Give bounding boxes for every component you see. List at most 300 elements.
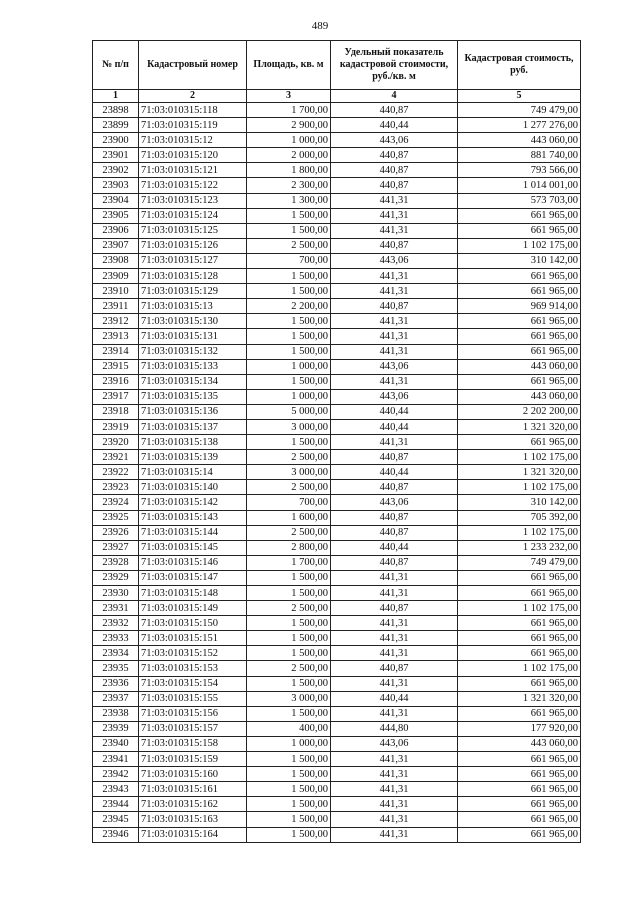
cadastral-value-cell: 661 965,00 bbox=[458, 314, 581, 329]
area-cell: 1 500,00 bbox=[247, 269, 331, 284]
area-cell: 1 500,00 bbox=[247, 374, 331, 389]
unit-value-cell: 440,87 bbox=[331, 601, 458, 616]
row-index-cell: 23946 bbox=[93, 827, 139, 842]
row-index-cell: 23927 bbox=[93, 540, 139, 555]
unit-value-cell: 440,44 bbox=[331, 691, 458, 706]
table-row bbox=[93, 148, 581, 163]
cadastral-number-cell: 71:03:010315:152 bbox=[139, 646, 247, 661]
row-index-cell: 23924 bbox=[93, 495, 139, 510]
row-index-cell: 23941 bbox=[93, 752, 139, 767]
unit-value-cell: 443,06 bbox=[331, 359, 458, 374]
table-row bbox=[93, 601, 581, 616]
cadastral-value-cell: 749 479,00 bbox=[458, 103, 581, 118]
header-cadastral-number: Кадастровый номер bbox=[139, 41, 247, 90]
cadastral-number-cell: 71:03:010315:151 bbox=[139, 631, 247, 646]
unit-value-cell: 441,31 bbox=[331, 616, 458, 631]
row-index-cell: 23900 bbox=[93, 133, 139, 148]
cadastral-value-cell: 661 965,00 bbox=[458, 631, 581, 646]
unit-value-cell: 440,44 bbox=[331, 540, 458, 555]
unit-value-cell: 443,06 bbox=[331, 389, 458, 404]
cadastral-value-cell: 310 142,00 bbox=[458, 253, 581, 268]
table-row bbox=[93, 133, 581, 148]
cadastral-number-cell: 71:03:010315:139 bbox=[139, 450, 247, 465]
unit-value-cell: 441,31 bbox=[331, 706, 458, 721]
cadastral-value-cell: 1 102 175,00 bbox=[458, 661, 581, 676]
cadastral-value-cell: 969 914,00 bbox=[458, 299, 581, 314]
table-row bbox=[93, 269, 581, 284]
cadastral-number-cell: 71:03:010315:154 bbox=[139, 676, 247, 691]
area-cell: 2 200,00 bbox=[247, 299, 331, 314]
cadastral-number-cell: 71:03:010315:13 bbox=[139, 299, 247, 314]
cadastral-number-cell: 71:03:010315:133 bbox=[139, 359, 247, 374]
cadastral-number-cell: 71:03:010315:160 bbox=[139, 767, 247, 782]
area-cell: 1 500,00 bbox=[247, 344, 331, 359]
table-row bbox=[93, 661, 581, 676]
cadastral-number-cell: 71:03:010315:132 bbox=[139, 344, 247, 359]
cadastral-number-cell: 71:03:010315:163 bbox=[139, 812, 247, 827]
area-cell: 1 500,00 bbox=[247, 631, 331, 646]
row-index-cell: 23903 bbox=[93, 178, 139, 193]
cadastral-value-cell: 1 014 001,00 bbox=[458, 178, 581, 193]
cadastral-value-cell: 661 965,00 bbox=[458, 570, 581, 585]
cadastral-number-cell: 71:03:010315:161 bbox=[139, 782, 247, 797]
cadastral-number-cell: 71:03:010315:134 bbox=[139, 374, 247, 389]
unit-value-cell: 440,87 bbox=[331, 510, 458, 525]
area-cell: 1 000,00 bbox=[247, 389, 331, 404]
table-row bbox=[93, 676, 581, 691]
column-number: 1 bbox=[93, 90, 139, 103]
cadastral-number-cell: 71:03:010315:157 bbox=[139, 721, 247, 736]
cadastral-value-cell: 1 102 175,00 bbox=[458, 480, 581, 495]
area-cell: 2 500,00 bbox=[247, 601, 331, 616]
cadastral-value-cell: 310 142,00 bbox=[458, 495, 581, 510]
unit-value-cell: 441,31 bbox=[331, 797, 458, 812]
row-index-cell: 23907 bbox=[93, 238, 139, 253]
cadastral-value-cell: 661 965,00 bbox=[458, 435, 581, 450]
row-index-cell: 23931 bbox=[93, 601, 139, 616]
cadastral-value-cell: 661 965,00 bbox=[458, 812, 581, 827]
table-row bbox=[93, 616, 581, 631]
row-index-cell: 23925 bbox=[93, 510, 139, 525]
column-number: 3 bbox=[247, 90, 331, 103]
unit-value-cell: 441,31 bbox=[331, 329, 458, 344]
cadastral-value-cell: 661 965,00 bbox=[458, 223, 581, 238]
area-cell: 1 500,00 bbox=[247, 676, 331, 691]
unit-value-cell: 440,87 bbox=[331, 238, 458, 253]
area-cell: 1 500,00 bbox=[247, 314, 331, 329]
table-row bbox=[93, 329, 581, 344]
cadastral-number-cell: 71:03:010315:144 bbox=[139, 525, 247, 540]
table-row bbox=[93, 510, 581, 525]
cadastral-value-cell: 1 277 276,00 bbox=[458, 118, 581, 133]
area-cell: 2 500,00 bbox=[247, 661, 331, 676]
cadastral-value-cell: 1 102 175,00 bbox=[458, 525, 581, 540]
cadastral-number-cell: 71:03:010315:149 bbox=[139, 601, 247, 616]
unit-value-cell: 441,31 bbox=[331, 284, 458, 299]
cadastral-value-cell: 705 392,00 bbox=[458, 510, 581, 525]
row-index-cell: 23922 bbox=[93, 465, 139, 480]
unit-value-cell: 441,31 bbox=[331, 269, 458, 284]
table-row bbox=[93, 586, 581, 601]
cadastral-number-cell: 71:03:010315:135 bbox=[139, 389, 247, 404]
header-index: № п/п bbox=[93, 41, 139, 90]
unit-value-cell: 443,06 bbox=[331, 253, 458, 268]
unit-value-cell: 441,31 bbox=[331, 752, 458, 767]
area-cell: 1 700,00 bbox=[247, 555, 331, 570]
table-row bbox=[93, 706, 581, 721]
cadastral-value-cell: 749 479,00 bbox=[458, 555, 581, 570]
row-index-cell: 23929 bbox=[93, 570, 139, 585]
cadastral-number-cell: 71:03:010315:147 bbox=[139, 570, 247, 585]
cadastral-number-cell: 71:03:010315:145 bbox=[139, 540, 247, 555]
cadastral-table bbox=[92, 40, 581, 843]
area-cell: 1 500,00 bbox=[247, 223, 331, 238]
unit-value-cell: 440,87 bbox=[331, 555, 458, 570]
unit-value-cell: 441,31 bbox=[331, 193, 458, 208]
cadastral-value-cell: 793 566,00 bbox=[458, 163, 581, 178]
table-row bbox=[93, 238, 581, 253]
row-index-cell: 23905 bbox=[93, 208, 139, 223]
unit-value-cell: 441,31 bbox=[331, 374, 458, 389]
area-cell: 1 500,00 bbox=[247, 586, 331, 601]
row-index-cell: 23918 bbox=[93, 404, 139, 419]
table-row bbox=[93, 555, 581, 570]
cadastral-value-cell: 661 965,00 bbox=[458, 676, 581, 691]
cadastral-number-cell: 71:03:010315:126 bbox=[139, 238, 247, 253]
table-row bbox=[93, 495, 581, 510]
unit-value-cell: 441,31 bbox=[331, 435, 458, 450]
area-cell: 1 000,00 bbox=[247, 736, 331, 751]
cadastral-number-cell: 71:03:010315:118 bbox=[139, 103, 247, 118]
area-cell: 1 500,00 bbox=[247, 435, 331, 450]
row-index-cell: 23930 bbox=[93, 586, 139, 601]
cadastral-number-cell: 71:03:010315:121 bbox=[139, 163, 247, 178]
table-row bbox=[93, 103, 581, 118]
area-cell: 1 500,00 bbox=[247, 646, 331, 661]
table-row bbox=[93, 797, 581, 812]
row-index-cell: 23935 bbox=[93, 661, 139, 676]
cadastral-number-cell: 71:03:010315:14 bbox=[139, 465, 247, 480]
row-index-cell: 23906 bbox=[93, 223, 139, 238]
row-index-cell: 23938 bbox=[93, 706, 139, 721]
cadastral-value-cell: 661 965,00 bbox=[458, 344, 581, 359]
area-cell: 1 500,00 bbox=[247, 616, 331, 631]
cadastral-number-cell: 71:03:010315:150 bbox=[139, 616, 247, 631]
area-cell: 1 500,00 bbox=[247, 329, 331, 344]
row-index-cell: 23933 bbox=[93, 631, 139, 646]
cadastral-number-cell: 71:03:010315:120 bbox=[139, 148, 247, 163]
cadastral-number-cell: 71:03:010315:138 bbox=[139, 435, 247, 450]
unit-value-cell: 440,44 bbox=[331, 465, 458, 480]
cadastral-value-cell: 661 965,00 bbox=[458, 797, 581, 812]
unit-value-cell: 440,87 bbox=[331, 525, 458, 540]
area-cell: 1 500,00 bbox=[247, 812, 331, 827]
cadastral-value-cell: 661 965,00 bbox=[458, 616, 581, 631]
cadastral-number-cell: 71:03:010315:125 bbox=[139, 223, 247, 238]
unit-value-cell: 441,31 bbox=[331, 344, 458, 359]
unit-value-cell: 441,31 bbox=[331, 827, 458, 842]
cadastral-value-cell: 443 060,00 bbox=[458, 359, 581, 374]
area-cell: 400,00 bbox=[247, 721, 331, 736]
table-row bbox=[93, 389, 581, 404]
table-row bbox=[93, 767, 581, 782]
cadastral-value-cell: 443 060,00 bbox=[458, 389, 581, 404]
table-row bbox=[93, 752, 581, 767]
area-cell: 2 000,00 bbox=[247, 148, 331, 163]
cadastral-value-cell: 1 321 320,00 bbox=[458, 419, 581, 434]
unit-value-cell: 440,87 bbox=[331, 163, 458, 178]
table-row bbox=[93, 284, 581, 299]
cadastral-value-cell: 661 965,00 bbox=[458, 706, 581, 721]
table-row bbox=[93, 435, 581, 450]
table-row bbox=[93, 450, 581, 465]
table-row bbox=[93, 299, 581, 314]
table-body bbox=[93, 103, 581, 843]
cadastral-number-cell: 71:03:010315:129 bbox=[139, 284, 247, 299]
cadastral-number-cell: 71:03:010315:137 bbox=[139, 419, 247, 434]
unit-value-cell: 441,31 bbox=[331, 631, 458, 646]
cadastral-number-cell: 71:03:010315:119 bbox=[139, 118, 247, 133]
row-index-cell: 23901 bbox=[93, 148, 139, 163]
column-number: 5 bbox=[458, 90, 581, 103]
row-index-cell: 23916 bbox=[93, 374, 139, 389]
table-row bbox=[93, 419, 581, 434]
cadastral-number-cell: 71:03:010315:136 bbox=[139, 404, 247, 419]
cadastral-value-cell: 443 060,00 bbox=[458, 736, 581, 751]
unit-value-cell: 443,06 bbox=[331, 495, 458, 510]
table-row bbox=[93, 404, 581, 419]
cadastral-value-cell: 661 965,00 bbox=[458, 827, 581, 842]
area-cell: 2 500,00 bbox=[247, 238, 331, 253]
row-index-cell: 23913 bbox=[93, 329, 139, 344]
row-index-cell: 23943 bbox=[93, 782, 139, 797]
cadastral-number-cell: 71:03:010315:124 bbox=[139, 208, 247, 223]
table-row bbox=[93, 782, 581, 797]
table-row bbox=[93, 208, 581, 223]
unit-value-cell: 441,31 bbox=[331, 782, 458, 797]
unit-value-cell: 441,31 bbox=[331, 646, 458, 661]
table-row bbox=[93, 193, 581, 208]
unit-value-cell: 440,87 bbox=[331, 103, 458, 118]
row-index-cell: 23944 bbox=[93, 797, 139, 812]
row-index-cell: 23909 bbox=[93, 269, 139, 284]
row-index-cell: 23926 bbox=[93, 525, 139, 540]
unit-value-cell: 443,06 bbox=[331, 133, 458, 148]
row-index-cell: 23898 bbox=[93, 103, 139, 118]
row-index-cell: 23910 bbox=[93, 284, 139, 299]
area-cell: 2 500,00 bbox=[247, 525, 331, 540]
header-area: Площадь, кв. м bbox=[247, 41, 331, 90]
table-row bbox=[93, 253, 581, 268]
table-row bbox=[93, 736, 581, 751]
row-index-cell: 23942 bbox=[93, 767, 139, 782]
cadastral-number-cell: 71:03:010315:140 bbox=[139, 480, 247, 495]
row-index-cell: 23899 bbox=[93, 118, 139, 133]
row-index-cell: 23939 bbox=[93, 721, 139, 736]
cadastral-value-cell: 1 102 175,00 bbox=[458, 238, 581, 253]
table-row bbox=[93, 812, 581, 827]
area-cell: 3 000,00 bbox=[247, 419, 331, 434]
cadastral-value-cell: 661 965,00 bbox=[458, 374, 581, 389]
table-row bbox=[93, 525, 581, 540]
cadastral-number-cell: 71:03:010315:158 bbox=[139, 736, 247, 751]
table-row bbox=[93, 631, 581, 646]
area-cell: 1 600,00 bbox=[247, 510, 331, 525]
row-index-cell: 23919 bbox=[93, 419, 139, 434]
row-index-cell: 23912 bbox=[93, 314, 139, 329]
table-row bbox=[93, 163, 581, 178]
unit-value-cell: 443,06 bbox=[331, 736, 458, 751]
table-row bbox=[93, 118, 581, 133]
table-row bbox=[93, 570, 581, 585]
column-number-row bbox=[93, 90, 581, 103]
unit-value-cell: 440,87 bbox=[331, 450, 458, 465]
area-cell: 1 500,00 bbox=[247, 767, 331, 782]
cadastral-value-cell: 443 060,00 bbox=[458, 133, 581, 148]
unit-value-cell: 441,31 bbox=[331, 314, 458, 329]
cadastral-value-cell: 1 321 320,00 bbox=[458, 691, 581, 706]
cadastral-value-cell: 661 965,00 bbox=[458, 782, 581, 797]
area-cell: 1 500,00 bbox=[247, 827, 331, 842]
cadastral-value-cell: 881 740,00 bbox=[458, 148, 581, 163]
unit-value-cell: 440,44 bbox=[331, 404, 458, 419]
cadastral-number-cell: 71:03:010315:130 bbox=[139, 314, 247, 329]
cadastral-number-cell: 71:03:010315:155 bbox=[139, 691, 247, 706]
cadastral-value-cell: 2 202 200,00 bbox=[458, 404, 581, 419]
table-row bbox=[93, 540, 581, 555]
row-index-cell: 23936 bbox=[93, 676, 139, 691]
area-cell: 1 500,00 bbox=[247, 208, 331, 223]
area-cell: 3 000,00 bbox=[247, 465, 331, 480]
cadastral-number-cell: 71:03:010315:162 bbox=[139, 797, 247, 812]
table-row bbox=[93, 359, 581, 374]
table-row bbox=[93, 691, 581, 706]
area-cell: 1 500,00 bbox=[247, 570, 331, 585]
column-number: 4 bbox=[331, 90, 458, 103]
area-cell: 5 000,00 bbox=[247, 404, 331, 419]
cadastral-value-cell: 177 920,00 bbox=[458, 721, 581, 736]
unit-value-cell: 441,31 bbox=[331, 208, 458, 223]
cadastral-number-cell: 71:03:010315:156 bbox=[139, 706, 247, 721]
unit-value-cell: 441,31 bbox=[331, 570, 458, 585]
cadastral-value-cell: 1 102 175,00 bbox=[458, 450, 581, 465]
cadastral-number-cell: 71:03:010315:127 bbox=[139, 253, 247, 268]
row-index-cell: 23904 bbox=[93, 193, 139, 208]
area-cell: 3 000,00 bbox=[247, 691, 331, 706]
cadastral-number-cell: 71:03:010315:153 bbox=[139, 661, 247, 676]
row-index-cell: 23917 bbox=[93, 389, 139, 404]
cadastral-number-cell: 71:03:010315:164 bbox=[139, 827, 247, 842]
unit-value-cell: 444,80 bbox=[331, 721, 458, 736]
column-number: 2 bbox=[139, 90, 247, 103]
cadastral-number-cell: 71:03:010315:146 bbox=[139, 555, 247, 570]
area-cell: 1 500,00 bbox=[247, 797, 331, 812]
area-cell: 1 500,00 bbox=[247, 752, 331, 767]
area-cell: 1 000,00 bbox=[247, 133, 331, 148]
header-unit-value: Удельный показатель кадастровой стоимости, руб./кв. м bbox=[331, 41, 458, 90]
row-index-cell: 23920 bbox=[93, 435, 139, 450]
row-index-cell: 23908 bbox=[93, 253, 139, 268]
cadastral-number-cell: 71:03:010315:148 bbox=[139, 586, 247, 601]
unit-value-cell: 441,31 bbox=[331, 223, 458, 238]
row-index-cell: 23915 bbox=[93, 359, 139, 374]
table-row bbox=[93, 344, 581, 359]
row-index-cell: 23934 bbox=[93, 646, 139, 661]
table-row bbox=[93, 827, 581, 842]
unit-value-cell: 441,31 bbox=[331, 586, 458, 601]
table-row bbox=[93, 465, 581, 480]
area-cell: 1 000,00 bbox=[247, 359, 331, 374]
unit-value-cell: 440,44 bbox=[331, 118, 458, 133]
table-row bbox=[93, 480, 581, 495]
unit-value-cell: 441,31 bbox=[331, 812, 458, 827]
cadastral-value-cell: 661 965,00 bbox=[458, 646, 581, 661]
unit-value-cell: 441,31 bbox=[331, 676, 458, 691]
cadastral-value-cell: 1 233 232,00 bbox=[458, 540, 581, 555]
area-cell: 2 900,00 bbox=[247, 118, 331, 133]
unit-value-cell: 440,87 bbox=[331, 661, 458, 676]
table-row bbox=[93, 721, 581, 736]
page-number: 489 bbox=[311, 20, 329, 32]
area-cell: 700,00 bbox=[247, 495, 331, 510]
header-row bbox=[93, 41, 581, 90]
cadastral-value-cell: 573 703,00 bbox=[458, 193, 581, 208]
area-cell: 2 500,00 bbox=[247, 480, 331, 495]
area-cell: 1 700,00 bbox=[247, 103, 331, 118]
unit-value-cell: 440,87 bbox=[331, 148, 458, 163]
area-cell: 1 300,00 bbox=[247, 193, 331, 208]
row-index-cell: 23940 bbox=[93, 736, 139, 751]
cadastral-number-cell: 71:03:010315:142 bbox=[139, 495, 247, 510]
cadastral-value-cell: 661 965,00 bbox=[458, 208, 581, 223]
area-cell: 1 500,00 bbox=[247, 782, 331, 797]
area-cell: 2 800,00 bbox=[247, 540, 331, 555]
area-cell: 700,00 bbox=[247, 253, 331, 268]
table-row bbox=[93, 646, 581, 661]
area-cell: 2 300,00 bbox=[247, 178, 331, 193]
area-cell: 1 500,00 bbox=[247, 706, 331, 721]
row-index-cell: 23932 bbox=[93, 616, 139, 631]
cadastral-value-cell: 1 102 175,00 bbox=[458, 601, 581, 616]
row-index-cell: 23914 bbox=[93, 344, 139, 359]
row-index-cell: 23911 bbox=[93, 299, 139, 314]
cadastral-number-cell: 71:03:010315:122 bbox=[139, 178, 247, 193]
unit-value-cell: 440,44 bbox=[331, 419, 458, 434]
cadastral-number-cell: 71:03:010315:128 bbox=[139, 269, 247, 284]
cadastral-value-cell: 661 965,00 bbox=[458, 586, 581, 601]
table-row bbox=[93, 374, 581, 389]
row-index-cell: 23945 bbox=[93, 812, 139, 827]
row-index-cell: 23937 bbox=[93, 691, 139, 706]
table-row bbox=[93, 314, 581, 329]
unit-value-cell: 440,87 bbox=[331, 178, 458, 193]
table-row bbox=[93, 178, 581, 193]
cadastral-number-cell: 71:03:010315:143 bbox=[139, 510, 247, 525]
cadastral-value-cell: 661 965,00 bbox=[458, 269, 581, 284]
cadastral-number-cell: 71:03:010315:123 bbox=[139, 193, 247, 208]
area-cell: 1 500,00 bbox=[247, 284, 331, 299]
table-row bbox=[93, 223, 581, 238]
cadastral-value-cell: 661 965,00 bbox=[458, 329, 581, 344]
area-cell: 2 500,00 bbox=[247, 450, 331, 465]
row-index-cell: 23928 bbox=[93, 555, 139, 570]
row-index-cell: 23902 bbox=[93, 163, 139, 178]
unit-value-cell: 441,31 bbox=[331, 767, 458, 782]
cadastral-number-cell: 71:03:010315:12 bbox=[139, 133, 247, 148]
unit-value-cell: 440,87 bbox=[331, 480, 458, 495]
area-cell: 1 800,00 bbox=[247, 163, 331, 178]
cadastral-number-cell: 71:03:010315:159 bbox=[139, 752, 247, 767]
